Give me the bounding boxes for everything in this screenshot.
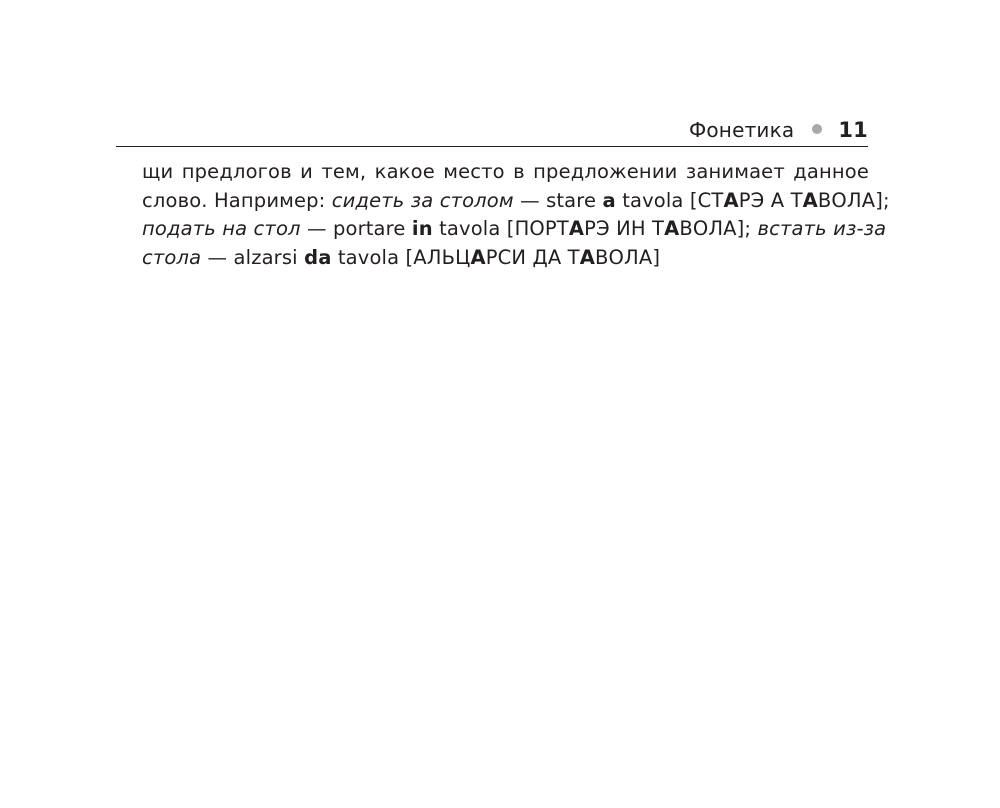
bold-stress: А	[664, 217, 680, 241]
text-run: tavola [АЛЬЦ	[331, 245, 471, 269]
bold-stress: da	[304, 245, 332, 269]
italic-phrase: стола	[142, 245, 202, 269]
text-line	[142, 187, 890, 216]
text-run: tavola [СТ	[615, 188, 724, 212]
text-run: — alzarsi	[201, 245, 305, 269]
text-run: РЭ А Т	[738, 188, 803, 212]
italic-phrase: встать из-за	[757, 217, 887, 241]
text-run: РЭ ИН Т	[584, 217, 665, 241]
bold-stress: a	[602, 188, 616, 212]
body-paragraph	[142, 158, 890, 272]
bold-stress: А	[802, 188, 818, 212]
text-run: — portare	[300, 217, 412, 241]
bullet-icon	[812, 124, 822, 134]
text-run: слово. Например:	[142, 188, 332, 212]
text-line	[142, 158, 869, 187]
page-number: 11	[838, 118, 868, 142]
bold-stress: А	[470, 245, 486, 269]
running-header	[116, 114, 868, 146]
bold-stress: А	[568, 217, 585, 241]
header-rule	[116, 146, 868, 147]
section-title: Фонетика	[688, 118, 795, 142]
text-line	[142, 215, 887, 244]
text-run: — stare	[513, 188, 603, 212]
italic-phrase: сидеть за столом	[331, 188, 514, 212]
text-run: ВОЛА]	[594, 245, 661, 269]
text-run: ВОЛА];	[817, 188, 890, 212]
bold-stress: in	[411, 217, 433, 241]
text-run: РСИ ДА Т	[485, 245, 580, 269]
text-line	[142, 244, 869, 273]
bold-stress: А	[723, 188, 739, 212]
text-run: ВОЛА];	[679, 217, 758, 241]
bold-stress: А	[579, 245, 595, 269]
italic-phrase: подать на стол	[142, 217, 301, 241]
text-run: tavola [ПОРТ	[432, 217, 569, 241]
text-run: щи предлогов и тем, какое место в предложении занимает данное	[142, 160, 869, 183]
